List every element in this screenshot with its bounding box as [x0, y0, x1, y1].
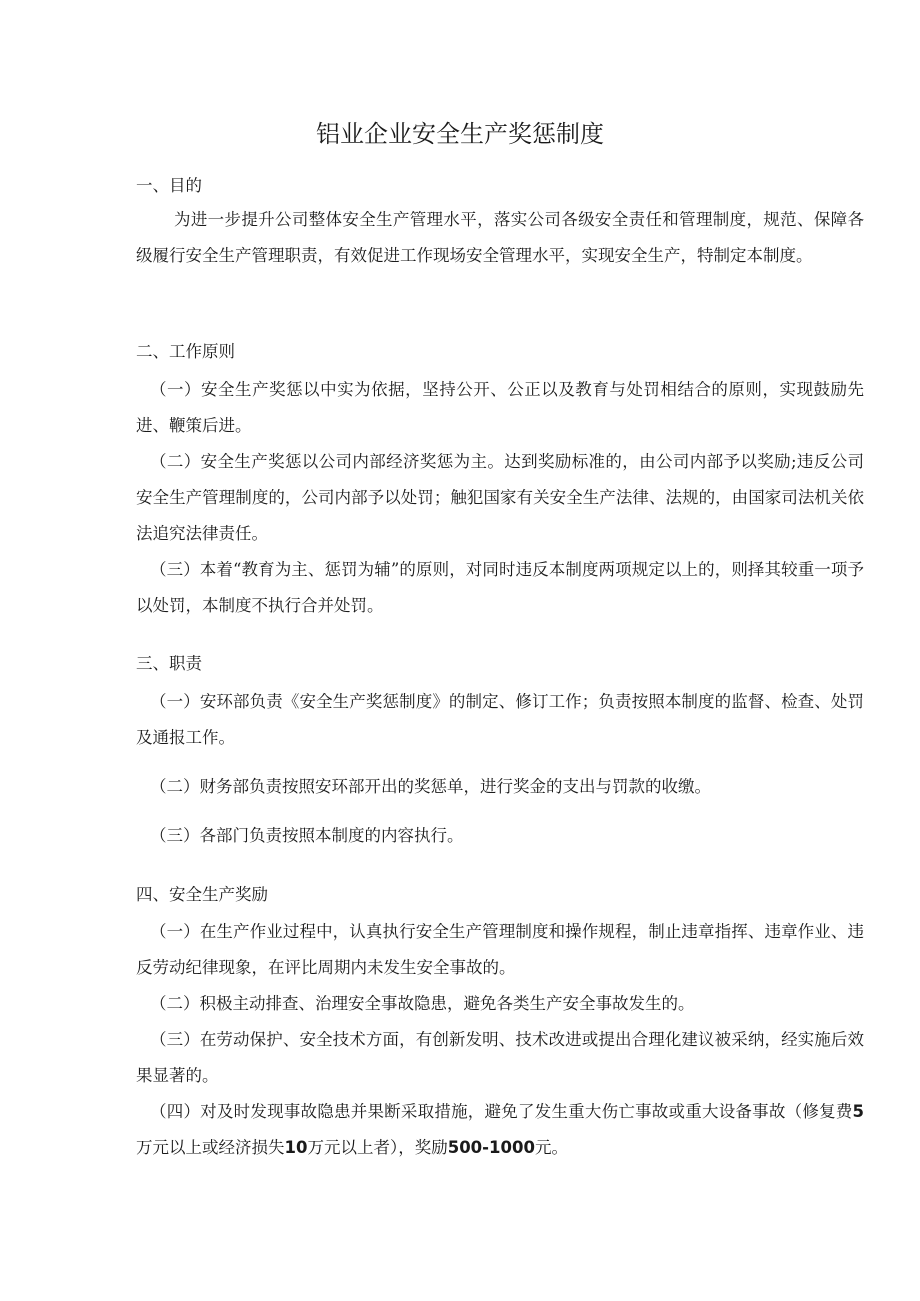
duty-item-3: （三）各部门负责按照本制度的内容执行。: [150, 826, 464, 845]
duty-item-2: （二）财务部负责按照安环部开出的奖惩单，进行奖金的支出与罚款的收缴。: [150, 777, 711, 796]
reward-item-4-text-b: 万元以上或经济损失: [136, 1138, 285, 1157]
reward-item-4-number-loss: 10: [284, 1138, 308, 1157]
reward-item-4: [136, 1094, 864, 1166]
section-heading-duties: 三、职责: [136, 654, 202, 673]
section-heading-rewards: 四、安全生产奖励: [136, 885, 268, 904]
reward-item-4-text-d: 元。: [534, 1138, 568, 1157]
section-heading-purpose: 一、目的: [136, 176, 202, 195]
purpose-paragraph: 为进一步提升公司整体安全生产管理水平，落实公司各级安全责任和管理制度，规范、保障各级履行安全生产管理职责，有效促进工作现场安全管理水平，实现安全生产，特制定本制度。: [136, 210, 864, 265]
reward-item-3: （三）在劳动保护、安全技术方面，有创新发明、技术改进或提出合理化建议被采纳，经实施后效果显著的。: [136, 1030, 864, 1085]
reward-item-2: （二）积极主动排查、治理安全事故隐患，避免各类生产安全事故发生的。: [150, 994, 695, 1013]
principle-item-2: （二）安全生产奖惩以公司内部经济奖惩为主。达到奖励标准的，由公司内部予以奖励;违反公司安全生产管理制度的，公司内部予以处罚；触犯国家有关安全生产法律、法规的，由国家司法机关依法追究法律责任。: [136, 452, 864, 543]
reward-item-4-text-c: 万元以上者），奖励: [307, 1138, 448, 1157]
section-heading-principles: 二、工作原则: [136, 342, 235, 361]
principle-item-1: （一）安全生产奖惩以中实为依据，坚持公开、公正以及教育与处罚相结合的原则，实现鼓励先进、鞭策后进。: [136, 380, 864, 435]
reward-item-4-number-repair: 5: [852, 1102, 864, 1121]
reward-item-4-number-reward: 500-1000: [447, 1138, 535, 1157]
duty-item-1: （一）安环部负责《安全生产奖惩制度》的制定、修订工作；负责按照本制度的监督、检查、处罚及通报工作。: [136, 692, 864, 747]
principle-item-3: （三）本着“教育为主、惩罚为辅”的原则，对同时违反本制度两项规定以上的，则择其较重一项予以处罚，本制度不执行合并处罚。: [136, 560, 864, 615]
reward-item-4-text-a: （四）对及时发现事故隐患并果断采取措施，避免了发生重大伤亡事故或重大设备事故（修复费: [150, 1102, 853, 1121]
document-title: 铝业企业安全生产奖惩制度: [316, 120, 604, 148]
reward-item-1: （一）在生产作业过程中，认真执行安全生产管理制度和操作规程，制止违章指挥、违章作业、违反劳动纪律现象，在评比周期内未发生安全事故的。: [136, 922, 864, 977]
